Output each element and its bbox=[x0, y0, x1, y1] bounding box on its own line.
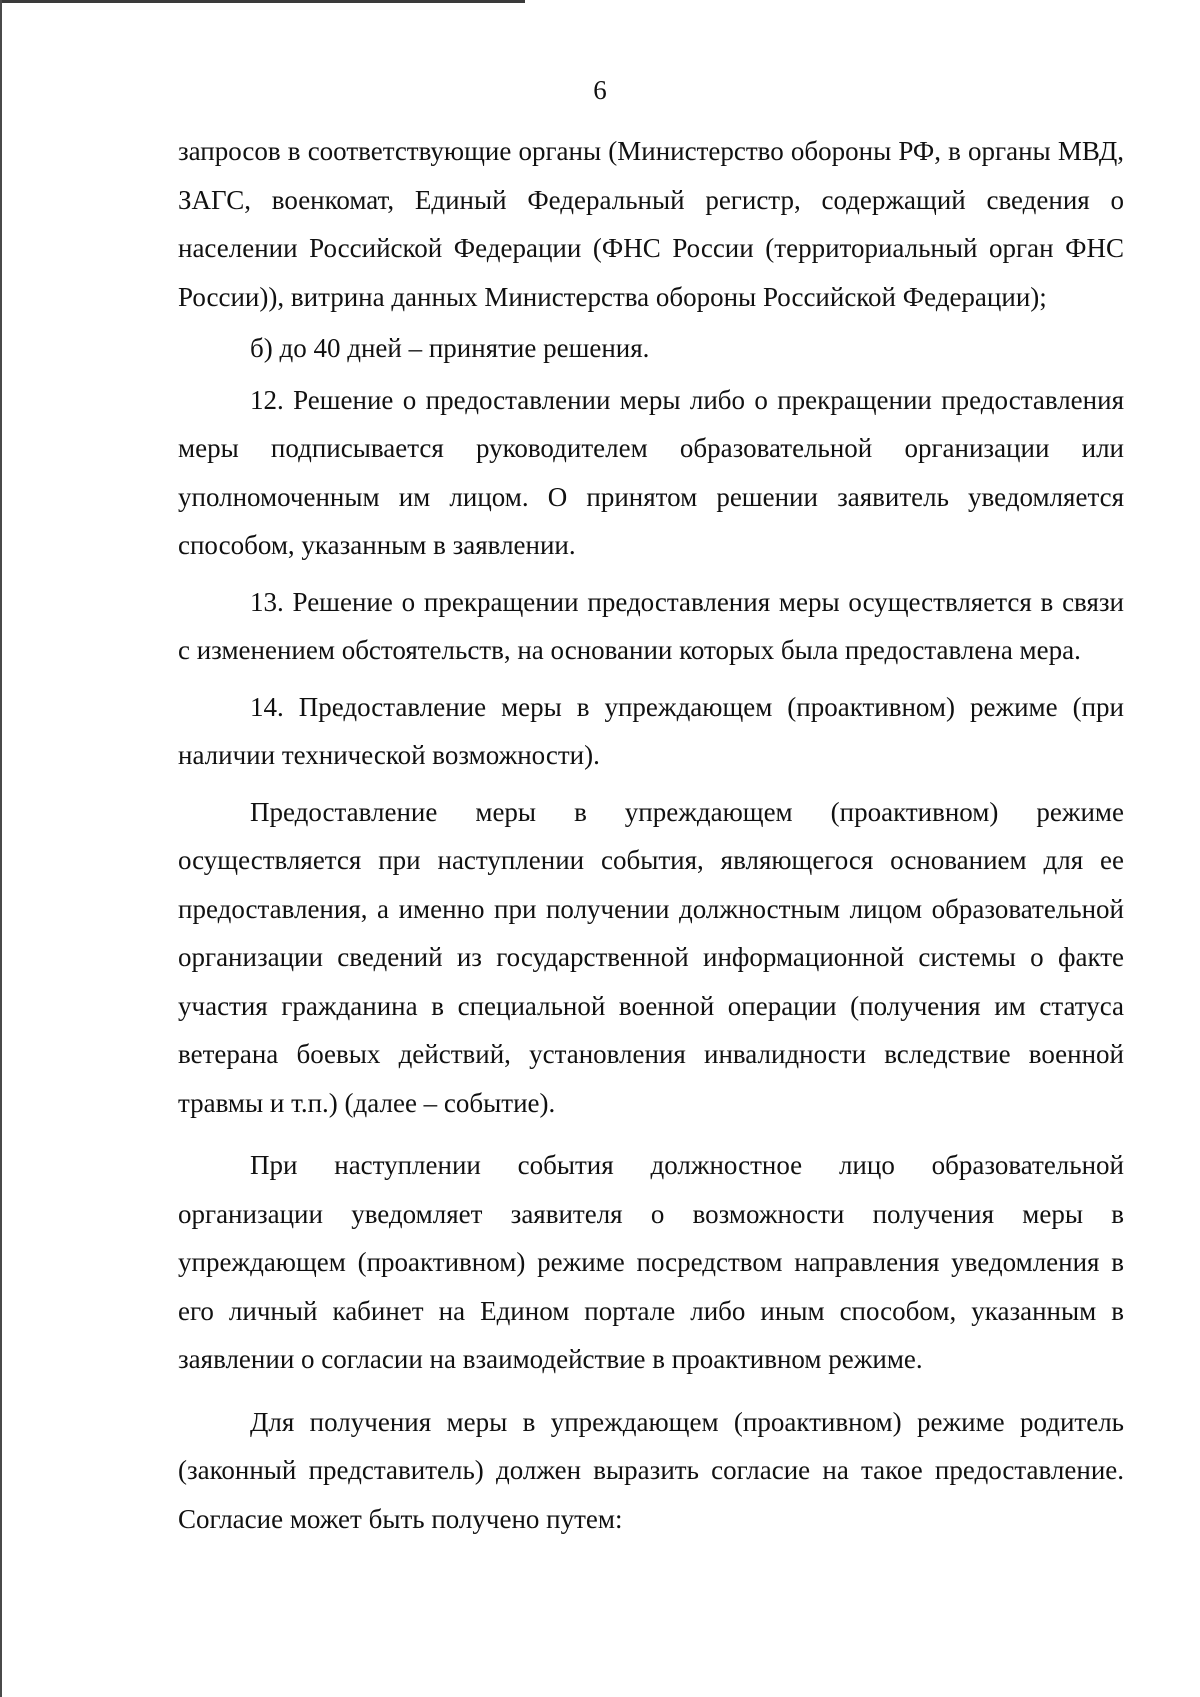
paragraph-item-14: 14. Предоставление меры в упреждающем (проактивном) режиме (при наличии технической возможности). bbox=[178, 691, 1124, 770]
paragraph-notification: При наступлении события должностное лицо образовательной организации уведомляет заявителя о возможности получения меры в упреждающем (проактивном) режиме посредством направления уведомления в его личный кабинет на Едином портале либо иным способом, указанным в заявлении о согласии на взаимодействие в проактивном режиме. bbox=[178, 1150, 1124, 1374]
scan-edge-top bbox=[0, 0, 525, 3]
paragraph-consent: Для получения меры в упреждающем (проактивном) режиме родитель (законный представитель) должен выразить согласие на такое предоставление. Согласие может быть получено путем: bbox=[178, 1406, 1124, 1534]
document-body bbox=[178, 127, 1124, 1543]
page-number: 6 bbox=[593, 75, 607, 105]
paragraph-item-13: 13. Решение о прекращении предоставления меры осуществляется в связи с изменением обстоятельств, на основании которых была предоставлена мера. bbox=[178, 586, 1124, 665]
paragraph-continuation: запросов в соответствующие органы (Министерство обороны РФ, в органы МВД, ЗАГС, военкомат, Единый Федеральный регистр, содержащий сведения о населении Российской Федерации (ФНС России (территориальный орган ФНС России)), витрина данных Министерства обороны Российской Федерации); bbox=[178, 136, 1124, 312]
scan-edge-left bbox=[0, 0, 2, 1697]
paragraph-item-12: 12. Решение о предоставлении меры либо о прекращении предоставления меры подписывается руководителем образовательной организации или уполномоченным им лицом. О принятом решении заявитель уведомляется способом, указанным в заявлении. bbox=[178, 384, 1124, 560]
paragraph-proactive-description: Предоставление меры в упреждающем (проактивном) режиме осуществляется при наступлении события, являющегося основанием для ее предоставления, а именно при получении должностным лицом образовательной организации сведений из государственной информационной системы о факте участия гражданина в специальной военной операции (получения им статуса ветерана боевых действий, установления инвалидности вследствие военной травмы и т.п.) (далее – событие). bbox=[178, 796, 1124, 1118]
paragraph-subitem-b: б) до 40 дней – принятие решения. bbox=[250, 333, 650, 363]
